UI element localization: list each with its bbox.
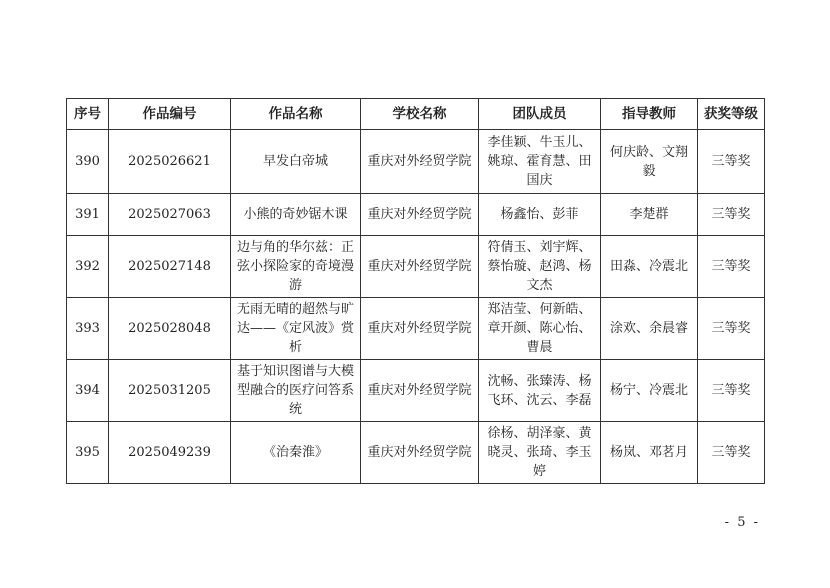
cell-title: 无雨无晴的超然与旷达——《定风波》赏析 [231, 298, 361, 360]
cell-seq: 394 [67, 360, 109, 422]
cell-school: 重庆对外经贸学院 [361, 422, 479, 484]
table-row [67, 298, 765, 360]
header-row [67, 99, 765, 130]
cell-title: 早发白帝城 [231, 130, 361, 194]
cell-seq: 393 [67, 298, 109, 360]
header-school: 学校名称 [361, 99, 479, 130]
cell-school: 重庆对外经贸学院 [361, 298, 479, 360]
cell-members: 李佳颖、牛玉儿、姚琼、霍育慧、田国庆 [479, 130, 601, 194]
cell-members: 符倩玉、刘宇辉、蔡怡璇、赵鸿、杨文杰 [479, 236, 601, 298]
cell-code: 2025031205 [109, 360, 231, 422]
table-row [67, 360, 765, 422]
cell-award: 三等奖 [698, 360, 765, 422]
awards-table [66, 98, 765, 484]
cell-title: 基于知识图谱与大模型融合的医疗问答系统 [231, 360, 361, 422]
cell-school: 重庆对外经贸学院 [361, 194, 479, 236]
page-number: - 5 - [724, 515, 760, 530]
cell-title: 边与角的华尔兹：正弦小探险家的奇境漫游 [231, 236, 361, 298]
cell-award: 三等奖 [698, 422, 765, 484]
cell-teachers: 李楚群 [601, 194, 698, 236]
cell-teachers: 何庆龄、文翔毅 [601, 130, 698, 194]
header-teachers: 指导教师 [601, 99, 698, 130]
cell-award: 三等奖 [698, 236, 765, 298]
cell-code: 2025027148 [109, 236, 231, 298]
cell-award: 三等奖 [698, 130, 765, 194]
cell-code: 2025028048 [109, 298, 231, 360]
table-row [67, 194, 765, 236]
cell-seq: 392 [67, 236, 109, 298]
header-code: 作品编号 [109, 99, 231, 130]
table-row [67, 236, 765, 298]
cell-seq: 390 [67, 130, 109, 194]
cell-school: 重庆对外经贸学院 [361, 360, 479, 422]
cell-teachers: 杨岚、邓茗月 [601, 422, 698, 484]
cell-teachers: 杨宁、冷震北 [601, 360, 698, 422]
cell-school: 重庆对外经贸学院 [361, 236, 479, 298]
cell-members: 杨鑫怡、彭菲 [479, 194, 601, 236]
cell-teachers: 田淼、冷震北 [601, 236, 698, 298]
cell-title: 《治秦淮》 [231, 422, 361, 484]
table-row [67, 130, 765, 194]
cell-members: 徐杨、胡泽豪、黄晓灵、张琦、李玉婷 [479, 422, 601, 484]
header-title: 作品名称 [231, 99, 361, 130]
header-award: 获奖等级 [698, 99, 765, 130]
header-seq: 序号 [67, 99, 109, 130]
cell-teachers: 涂欢、余晨睿 [601, 298, 698, 360]
cell-award: 三等奖 [698, 194, 765, 236]
cell-title: 小熊的奇妙锯木课 [231, 194, 361, 236]
cell-code: 2025027063 [109, 194, 231, 236]
cell-code: 2025026621 [109, 130, 231, 194]
header-members: 团队成员 [479, 99, 601, 130]
cell-members: 沈畅、张臻涛、杨飞环、沈云、李磊 [479, 360, 601, 422]
cell-seq: 395 [67, 422, 109, 484]
cell-award: 三等奖 [698, 298, 765, 360]
table-row [67, 422, 765, 484]
cell-members: 郑洁莹、何新皓、章开颜、陈心怡、曹晨 [479, 298, 601, 360]
cell-seq: 391 [67, 194, 109, 236]
cell-code: 2025049239 [109, 422, 231, 484]
cell-school: 重庆对外经贸学院 [361, 130, 479, 194]
